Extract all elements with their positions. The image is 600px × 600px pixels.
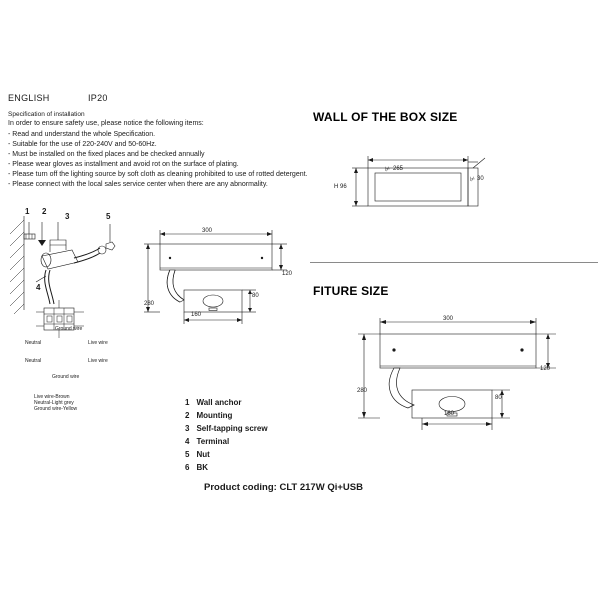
fixture-large-base-width-dim: 160 bbox=[444, 411, 455, 417]
legend-label: Nut bbox=[196, 450, 210, 459]
callout-5: 5 bbox=[106, 212, 111, 221]
fixture-large-height-dim: 280 bbox=[357, 388, 368, 394]
legend-number: 5 bbox=[185, 450, 190, 459]
callout-4: 4 bbox=[36, 283, 41, 292]
wire-label-neutral-1: Neutral bbox=[25, 340, 42, 346]
spec-item: - Please turn off the lighting source by soft cloth as cleaning prohibited to use of rotted detergent. bbox=[8, 171, 308, 179]
fixture-large-diagram bbox=[350, 310, 580, 420]
fixture-small-base-width-dim: 160 bbox=[191, 312, 202, 318]
legend-number: 4 bbox=[185, 437, 190, 446]
fixture-large-base-height-dim: 80 bbox=[495, 395, 502, 401]
fixture-large-base-width-dim-line bbox=[412, 418, 502, 430]
list-item bbox=[185, 437, 268, 446]
wire-label-live-2: Live wire bbox=[88, 358, 108, 364]
spec-intro: In order to ensure safety use, please notice the following items: bbox=[8, 120, 204, 128]
callout-2: 2 bbox=[42, 207, 47, 216]
parts-legend bbox=[185, 398, 268, 472]
legend-number: 1 bbox=[185, 398, 190, 407]
legend-number: 6 bbox=[185, 463, 190, 472]
legend-label: BK bbox=[196, 463, 209, 472]
wire-color-key bbox=[34, 394, 77, 412]
wire-color-item: Live wire-Brown bbox=[34, 394, 70, 400]
wire-label-neutral-2: Neutral bbox=[25, 358, 42, 364]
legend-label: Terminal bbox=[196, 437, 230, 446]
legend-label: Wall anchor bbox=[196, 398, 242, 407]
wall-box-height-dim: H 96 bbox=[334, 184, 347, 190]
list-item bbox=[185, 398, 268, 407]
wall-box-depth-dim: 30 bbox=[477, 176, 484, 182]
callout-1: 1 bbox=[25, 207, 30, 216]
wire-color-item: Ground wire-Yellow bbox=[34, 406, 78, 412]
width-symbol: ⊬ bbox=[385, 167, 391, 173]
spec-item: - Please wear gloves as installment and avoid rot on the surface of plating. bbox=[8, 160, 239, 168]
list-item bbox=[185, 463, 268, 472]
installation-diagram bbox=[6, 200, 136, 400]
spec-item: - Read and understand the whole Specification. bbox=[8, 130, 156, 138]
spec-item: - Suitable for the use of 220-240V and 50-60Hz. bbox=[8, 140, 157, 148]
spec-title: Specification of installation bbox=[8, 111, 85, 118]
list-item bbox=[185, 411, 268, 420]
legend-number: 2 bbox=[185, 411, 190, 420]
language-label: ENGLISH bbox=[8, 93, 50, 103]
list-item bbox=[185, 424, 268, 433]
fixture-large-width-dim: 300 bbox=[443, 316, 454, 322]
legend-label: Mounting bbox=[196, 411, 233, 420]
fixture-small-base-height-dim: 80 bbox=[252, 293, 259, 299]
list-item bbox=[185, 450, 268, 459]
fixture-small-plate-height-dim: 120 bbox=[282, 271, 293, 277]
callout-3: 3 bbox=[65, 212, 70, 221]
spec-item: - Must be installed on the fixed places and be checked annually bbox=[8, 150, 205, 158]
fixture-small-height-dim: 280 bbox=[144, 301, 155, 307]
section-title-wall-box: WALL OF THE BOX SIZE bbox=[313, 110, 458, 124]
wall-box-diagram bbox=[340, 150, 530, 220]
wire-label-live-1: Live wire bbox=[88, 340, 108, 346]
section-divider bbox=[310, 262, 598, 263]
ip-rating-label: IP20 bbox=[88, 93, 108, 103]
fixture-small-width-dim: 300 bbox=[202, 228, 213, 234]
wire-color-item: Neutral-Light grey bbox=[34, 400, 74, 406]
legend-number: 3 bbox=[185, 424, 190, 433]
legend-label: Self-tapping screw bbox=[196, 424, 268, 433]
wire-label-ground-top: Ground wire bbox=[55, 326, 83, 332]
fixture-large-plate-height-dim: 120 bbox=[540, 366, 551, 372]
spec-item: - Please connect with the local sales service center when there are any abnormality. bbox=[8, 181, 268, 189]
product-coding-label: Product coding: CLT 217W Qi+USB bbox=[204, 482, 363, 493]
wall-box-width-dim: 265 bbox=[393, 166, 404, 172]
section-title-fixture: FITURE SIZE bbox=[313, 284, 389, 298]
depth-symbol: ⊬ bbox=[470, 177, 476, 183]
wire-label-ground-bottom: Ground wire bbox=[52, 374, 80, 380]
specification-block bbox=[8, 110, 328, 190]
fixture-small-diagram bbox=[140, 222, 300, 332]
